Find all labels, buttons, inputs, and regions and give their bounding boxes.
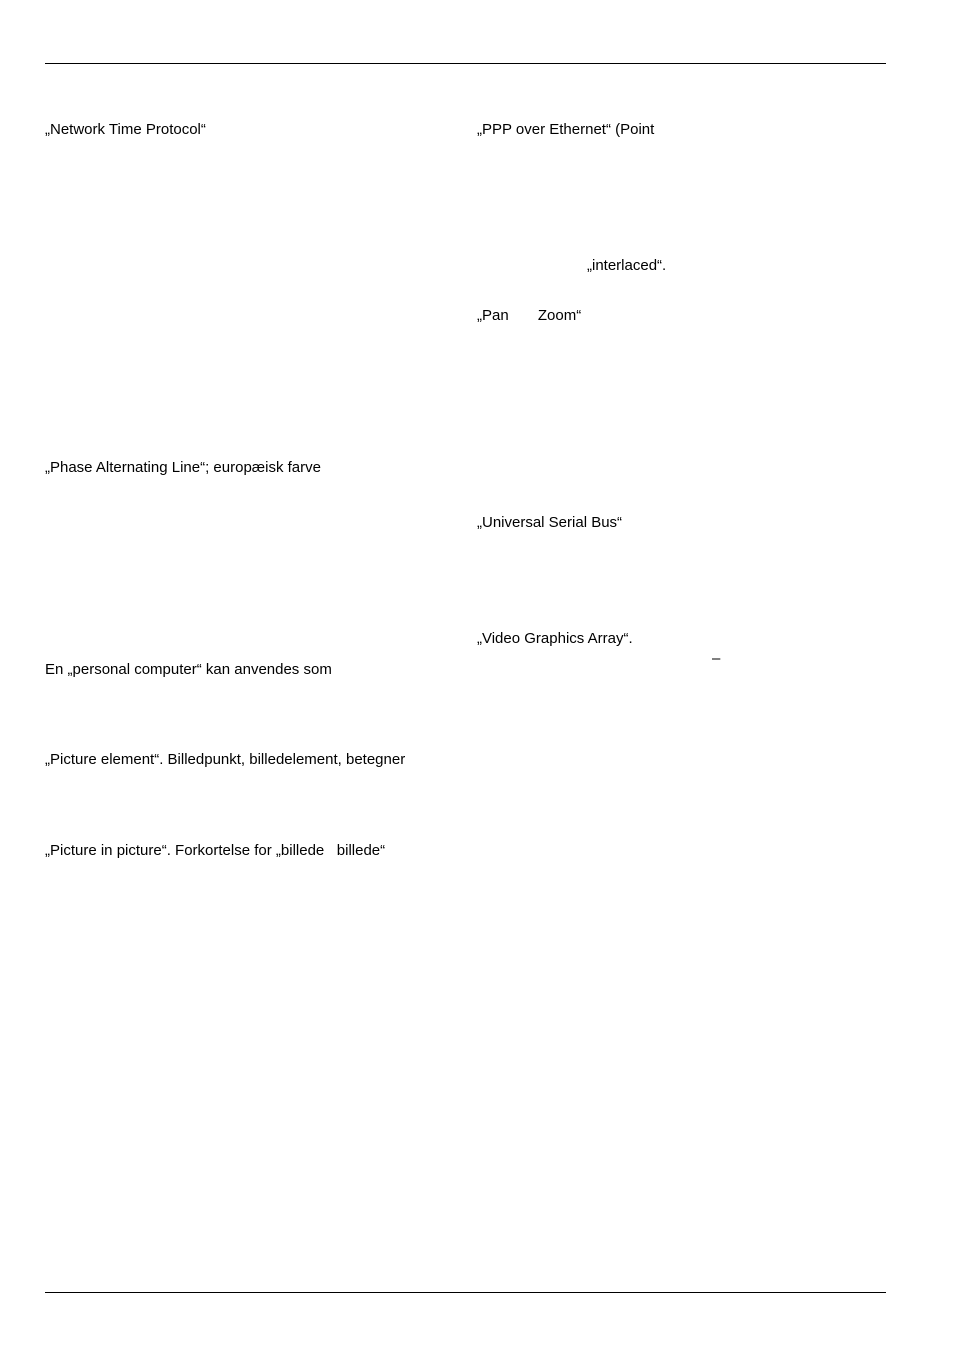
entry-pip: „Picture in picture“. Forkortelse for „billede billede“: [45, 842, 386, 859]
entry-pppoe: „PPP over Ethernet“ (Point: [477, 121, 655, 138]
entry-usb: „Universal Serial Bus“: [477, 514, 623, 531]
entry-pan-zoom: „Pan Zoom“: [477, 307, 582, 324]
entry-pc: En „personal computer“ kan anvendes som: [45, 661, 332, 678]
entry-vga: „Video Graphics Array“.: [477, 630, 633, 647]
footer-rule: [45, 1292, 886, 1293]
entry-pal: „Phase Alternating Line“; europæisk farve: [45, 459, 321, 476]
dash-mark: –: [712, 650, 721, 667]
entry-interlaced: „interlaced“.: [587, 257, 667, 274]
header-rule: [45, 63, 886, 64]
entry-ntp: „Network Time Protocol“: [45, 121, 206, 138]
entry-pixel: „Picture element“. Billedpunkt, billedelement, betegner: [45, 751, 406, 768]
